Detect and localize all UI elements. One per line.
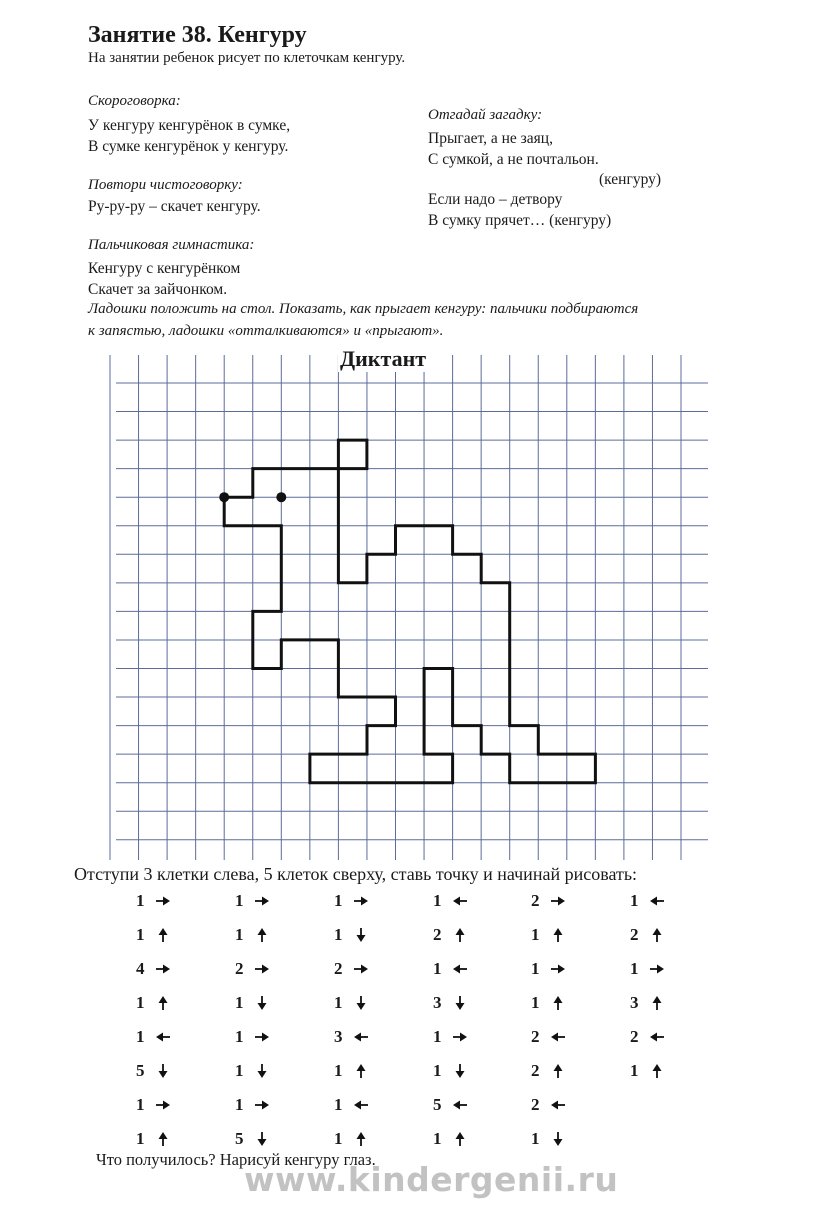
step-count: 2 (531, 1061, 540, 1080)
dictation-step (531, 1022, 601, 1052)
watermark: www.kindergenii.ru (244, 1160, 619, 1199)
dictation-step (235, 920, 305, 950)
step-count: 2 (630, 1027, 639, 1046)
arrow-down-icon (254, 1063, 270, 1079)
start-dot (219, 492, 229, 502)
step-count: 2 (531, 891, 540, 910)
arrow-down-icon (155, 1063, 171, 1079)
step-count: 1 (136, 993, 145, 1012)
arrow-down-icon (550, 1131, 566, 1147)
dictation-step (235, 886, 305, 916)
dictation-step (235, 1090, 305, 1120)
step-count: 1 (334, 1061, 343, 1080)
arrow-right-icon (550, 961, 566, 977)
dictation-step (334, 954, 404, 984)
step-count: 5 (235, 1129, 244, 1148)
arrow-down-icon (353, 995, 369, 1011)
dictation-step (531, 886, 601, 916)
arrow-left-icon (452, 961, 468, 977)
finger-gym-instruction-1: Ладошки положить на стол. Показать, как прыгает кенгуру: пальчики подбираются (88, 301, 639, 317)
step-count: 1 (334, 1129, 343, 1148)
arrow-right-icon (452, 1029, 468, 1045)
arrow-left-icon (452, 1097, 468, 1113)
dictation-step (433, 920, 503, 950)
dictation-step (334, 886, 404, 916)
step-count: 1 (235, 891, 244, 910)
arrow-up-icon (155, 927, 171, 943)
step-count: 2 (531, 1027, 540, 1046)
dictation-step (334, 920, 404, 950)
dictation-step (136, 1090, 206, 1120)
riddle-answer-1: (кенгуру) (599, 171, 662, 188)
dictation-step (630, 886, 700, 916)
tongue-twister-heading: Скороговорка: (88, 93, 181, 109)
dictation-step (136, 1022, 206, 1052)
arrow-left-icon (649, 893, 665, 909)
step-count: 1 (235, 1061, 244, 1080)
finger-gym-heading: Пальчиковая гимнастика: (88, 237, 255, 253)
grid-lines (110, 355, 708, 860)
step-count: 1 (136, 925, 145, 944)
arrow-right-icon (254, 893, 270, 909)
arrow-right-icon (254, 1029, 270, 1045)
step-count: 1 (235, 993, 244, 1012)
step-count: 1 (433, 1061, 442, 1080)
step-count: 1 (136, 891, 145, 910)
arrow-right-icon (550, 893, 566, 909)
dictation-title: Диктант (340, 346, 427, 371)
step-count: 1 (235, 1027, 244, 1046)
arrow-up-icon (155, 995, 171, 1011)
riddle-line-1: Прыгает, а не заяц, (428, 130, 553, 147)
step-count: 1 (531, 993, 540, 1012)
step-count: 1 (334, 925, 343, 944)
arrow-up-icon (649, 995, 665, 1011)
dictation-step (433, 1022, 503, 1052)
dictation-step (136, 988, 206, 1018)
arrow-right-icon (353, 893, 369, 909)
page-title: Занятие 38. Кенгуру (88, 22, 307, 48)
dictation-step (433, 954, 503, 984)
step-count: 1 (235, 1095, 244, 1114)
step-count: 1 (630, 891, 639, 910)
step-count: 2 (531, 1095, 540, 1114)
dictation-step (235, 1022, 305, 1052)
dictation-step (630, 988, 700, 1018)
arrow-down-icon (254, 995, 270, 1011)
dictation-step (630, 920, 700, 950)
step-count: 1 (136, 1129, 145, 1148)
arrow-right-icon (155, 893, 171, 909)
dictation-step (531, 954, 601, 984)
arrow-left-icon (649, 1029, 665, 1045)
riddle-heading: Отгадай загадку: (428, 107, 543, 123)
dictation-step (630, 1022, 700, 1052)
arrow-up-icon (550, 927, 566, 943)
page-subtitle: На занятии ребенок рисует по клеточкам кенгуру. (88, 50, 406, 66)
step-count: 1 (136, 1095, 145, 1114)
arrow-up-icon (649, 1063, 665, 1079)
dictation-step (531, 920, 601, 950)
tongue-twister-line-1: У кенгуру кенгурёнок в сумке, (88, 117, 291, 134)
arrow-down-icon (452, 1063, 468, 1079)
clean-phrase-text: Ру-ру-ру – скачет кенгуру. (88, 198, 261, 215)
arrow-left-icon (155, 1029, 171, 1045)
arrow-left-icon (353, 1097, 369, 1113)
arrow-down-icon (452, 995, 468, 1011)
clean-phrase-heading: Повтори чистоговорку: (88, 177, 243, 193)
arrow-up-icon (649, 927, 665, 943)
step-count: 1 (334, 1095, 343, 1114)
final-question: Что получилось? Нарисуй кенгуру глаз. (96, 1150, 376, 1169)
dictation-step (235, 988, 305, 1018)
dictation-step (136, 920, 206, 950)
step-count: 2 (433, 925, 442, 944)
dictation-step (630, 954, 700, 984)
dictation-step (136, 886, 206, 916)
dictation-step (136, 1056, 206, 1086)
dictation-step (630, 1056, 700, 1086)
step-count: 1 (334, 891, 343, 910)
arrow-right-icon (254, 961, 270, 977)
step-count: 3 (630, 993, 639, 1012)
step-count: 2 (334, 959, 343, 978)
step-count: 3 (433, 993, 442, 1012)
step-count: 1 (630, 959, 639, 978)
step-count: 5 (136, 1061, 145, 1080)
step-count: 1 (433, 1027, 442, 1046)
arrow-left-icon (353, 1029, 369, 1045)
step-count: 1 (531, 925, 540, 944)
arrow-up-icon (550, 995, 566, 1011)
finger-gym-line-2: Скачет за зайчонком. (88, 281, 228, 298)
dictation-step (334, 1090, 404, 1120)
step-count: 1 (630, 1061, 639, 1080)
dictation-step (531, 1056, 601, 1086)
dictation-step (235, 1056, 305, 1086)
dictation-start-instruction: Отступи 3 клетки слева, 5 клеток сверху, ставь точку и начинай рисовать: (74, 864, 638, 884)
step-count: 1 (433, 891, 442, 910)
step-count: 2 (630, 925, 639, 944)
arrow-right-icon (353, 961, 369, 977)
arrow-up-icon (155, 1131, 171, 1147)
step-count: 1 (334, 993, 343, 1012)
arrow-up-icon (353, 1131, 369, 1147)
arrow-down-icon (254, 1131, 270, 1147)
finger-gym-instruction-2: к запястью, ладошки «отталкиваются» и «прыгают». (88, 323, 444, 339)
step-count: 1 (433, 1129, 442, 1148)
riddle-line-4: В сумку прячет… (кенгуру) (428, 212, 612, 229)
dictation-step (235, 954, 305, 984)
step-count: 3 (334, 1027, 343, 1046)
arrow-up-icon (452, 927, 468, 943)
dictation-step (334, 988, 404, 1018)
dictation-step (334, 1056, 404, 1086)
step-count: 1 (235, 925, 244, 944)
dictation-step (433, 1090, 503, 1120)
dictation-step (531, 1124, 601, 1154)
arrow-up-icon (254, 927, 270, 943)
finger-gym-line-1: Кенгуру с кенгурёнком (88, 260, 241, 277)
step-count: 2 (235, 959, 244, 978)
arrow-left-icon (550, 1029, 566, 1045)
arrow-up-icon (550, 1063, 566, 1079)
dictation-step (433, 886, 503, 916)
tongue-twister-line-2: В сумке кенгурёнок у кенгуру. (88, 138, 289, 155)
arrow-left-icon (452, 893, 468, 909)
arrow-right-icon (155, 961, 171, 977)
riddle-line-2: С сумкой, а не почтальон. (428, 151, 599, 168)
dictation-step (433, 1124, 503, 1154)
dictation-step (531, 988, 601, 1018)
dictation-step (433, 1056, 503, 1086)
step-count: 1 (531, 1129, 540, 1148)
step-count: 5 (433, 1095, 442, 1114)
arrow-right-icon (254, 1097, 270, 1113)
step-count: 4 (136, 959, 145, 978)
step-count: 1 (531, 959, 540, 978)
step-count: 1 (433, 959, 442, 978)
step-count: 1 (136, 1027, 145, 1046)
dictation-step (433, 988, 503, 1018)
dictation-step (334, 1022, 404, 1052)
arrow-left-icon (550, 1097, 566, 1113)
arrow-down-icon (353, 927, 369, 943)
arrow-up-icon (353, 1063, 369, 1079)
arrow-right-icon (155, 1097, 171, 1113)
dictation-step (136, 954, 206, 984)
eye-dot (276, 492, 286, 502)
dictation-step (531, 1090, 601, 1120)
riddle-line-3: Если надо – детвору (428, 191, 563, 208)
arrow-right-icon (649, 961, 665, 977)
arrow-up-icon (452, 1131, 468, 1147)
